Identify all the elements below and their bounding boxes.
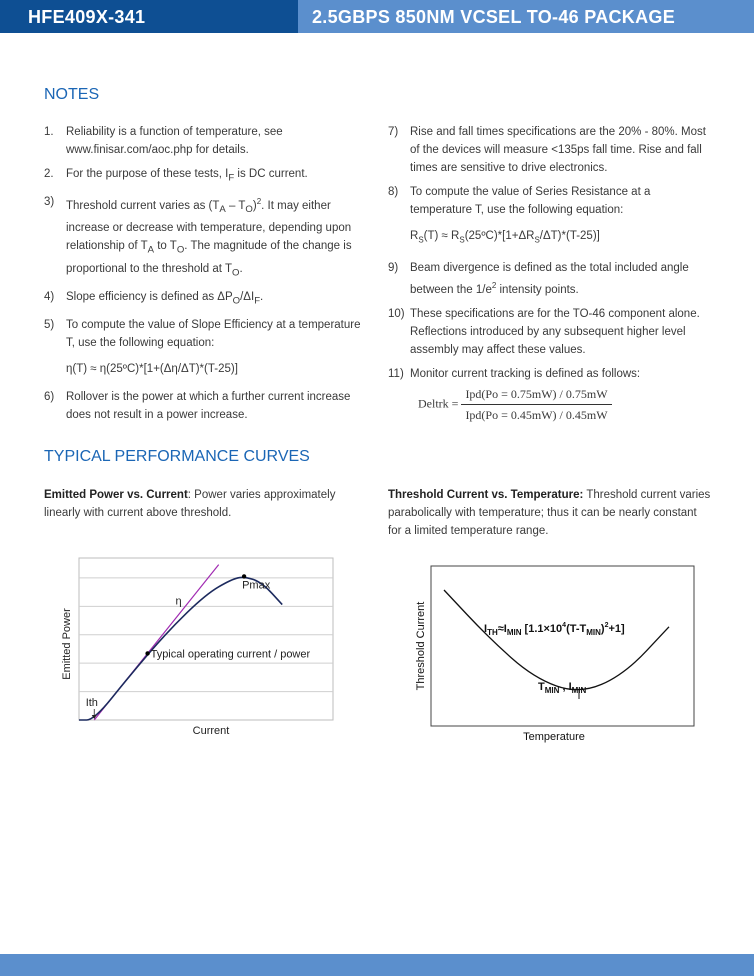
minimum-label: $T_{MIN}$ , $I_{MIN}$ xyxy=(538,681,587,695)
note-4: 4) Slope efficiency is defined as $\Delta P_O/\Delta I_F$. xyxy=(44,291,264,307)
emitted-power-chart xyxy=(56,550,346,745)
product-title: 2.5GBPS 850NM VCSEL TO-46 PACKAGE xyxy=(312,7,676,27)
note-1: 1. Reliability is a function of temperature, see www.finisar.com/aoc.php for details. xyxy=(44,126,283,156)
curves-heading: TYPICAL PERFORMANCE CURVES xyxy=(44,448,310,465)
operating-point-marker xyxy=(145,651,149,655)
plot-frame xyxy=(431,566,694,726)
x-axis-label: Current xyxy=(192,725,230,737)
pmax-marker xyxy=(242,574,246,578)
operating-point-label: Typical operating current / power xyxy=(150,648,311,661)
y-axis-label: Emitted Power xyxy=(61,608,73,680)
plot-frame xyxy=(79,558,333,720)
slope-efficiency-equation: η(T) ≈ η(25ºC)*[1+(Δη/ΔT)*(T-25)] xyxy=(66,363,238,376)
series-resistance-equation: $R_S(T)$ ≈ $R_S(25ºC)*[1+\Delta R_S/\Delta T)*(T-25)$] xyxy=(410,230,600,245)
note-9: 9) Beam divergence is defined as the total included angle between the $1/e^2$ intensity points. xyxy=(388,262,689,297)
y-axis-label: Threshold Current xyxy=(415,601,427,691)
eta-label: η xyxy=(175,595,182,608)
threshold-label: Ith xyxy=(85,697,98,709)
note-5: 5) To compute the value of Slope Efficiency at a temperature T, use the following equation: xyxy=(44,319,361,350)
notes-left-column xyxy=(44,123,364,430)
notes-right-column xyxy=(388,123,708,424)
right-chart-intro: Threshold Current vs. Temperature: Threshold current varies parabolically with temperature; thus it can be nearly constant for a limited temperature range. xyxy=(388,489,711,537)
x-axis-label: Temperature xyxy=(523,731,585,743)
threshold-current-chart xyxy=(410,560,710,750)
left-chart-intro: Emitted Power vs. Current: Power varies approximately linearly with current above threshold. xyxy=(44,489,336,519)
header-left-bar xyxy=(0,0,298,33)
note-6: 6) Rollover is the power at which a further current increase does not result in a power increase. xyxy=(44,391,351,422)
footer-bar xyxy=(0,954,754,976)
note-10: 10) These specifications are for the TO-46 component alone. Reflections introduced by any subsequent higher level assembly may affect these values. xyxy=(388,308,700,357)
note-7: 7) Rise and fall times specifications are the 20% - 80%. Most of the devices will measure <135ps fall time. Rise and fall times are sensitive to drive electronics. xyxy=(388,126,706,174)
product-code: HFE409X-341 xyxy=(28,7,146,27)
note-11: 11) Monitor current tracking is defined as follows: xyxy=(388,368,641,381)
note-2: 2. For the purpose of these tests, $I_F$ is DC current. xyxy=(44,168,308,184)
note-3: 3) Threshold current varies as $(T_A - T_O)^2$. It may either increase or decrease with temperature, depending upon relationship of $T_A$ to $T_O$. The magnitude of the change is proportional to the threshold at $T_O$. xyxy=(44,196,352,279)
monitor-tracking-equation: Deltrk = $\frac{\text{Ipd(Po = 0.75mW) / 0.75mW}}{\text{Ipd(Po = 0.45mW) / 0.45mW}}$ xyxy=(418,385,708,424)
pmax-label: Pmax xyxy=(242,579,271,592)
notes-heading: NOTES xyxy=(44,86,100,103)
tracking-fraction: $\frac{\text{Ipd(Po = 0.75mW) / 0.75mW}}{\text{Ipd(Po = 0.45mW) / 0.45mW}}$ xyxy=(461,385,611,424)
threshold-formula: $I_{TH}\approx I_{MIN}$ $[1.1\times 10^4(T-T_{MIN})^2+1]$ xyxy=(484,622,625,637)
note-8: 8) To compute the value of Series Resistance at a temperature T, use the following equation: xyxy=(388,186,651,216)
header-right-bar xyxy=(298,0,754,33)
